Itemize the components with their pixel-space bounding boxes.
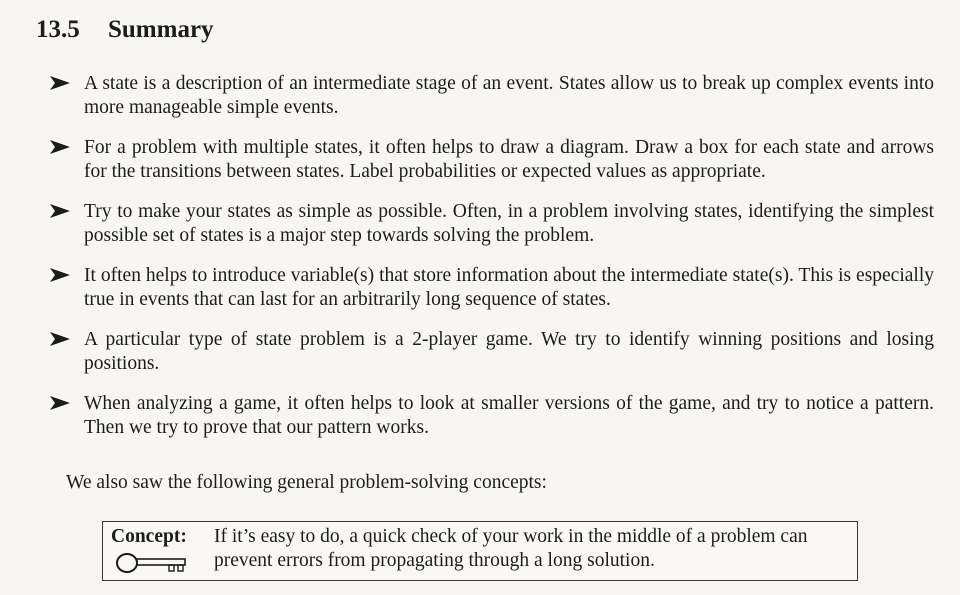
list-item-text: It often helps to introduce variable(s) that store information about the intermediate state(s). This is especially true in events that can last for an arbitrarily long sequence of states.: [84, 265, 934, 310]
list-item: [0, 200, 960, 248]
list-item: [0, 392, 960, 440]
list-item: [0, 264, 960, 312]
arrowhead-bullet-icon: [49, 203, 71, 219]
arrowhead-bullet-icon: [49, 331, 71, 347]
list-item-text: When analyzing a game, it often helps to look at smaller versions of the game, and try to notice a pattern. Then we try to prove that our pattern works.: [84, 393, 934, 438]
section-title: Summary: [108, 16, 214, 43]
section-number: 13.5: [36, 16, 80, 43]
concept-box: [102, 521, 858, 581]
arrowhead-bullet-icon: [49, 75, 71, 91]
list-item-text: Try to make your states as simple as possible. Often, in a problem involving states, identifying the simplest possible set of states is a major step towards solving the problem.: [84, 201, 934, 246]
arrowhead-bullet-icon: [49, 267, 71, 283]
concepts-intro-text: We also saw the following general problem-solving concepts:: [66, 472, 547, 493]
list-item: [0, 328, 960, 376]
concept-label: Concept:: [111, 526, 187, 547]
section-heading: [36, 14, 214, 46]
key-icon: [115, 552, 189, 574]
list-item-text: A particular type of state problem is a 2-player game. We try to identify winning positions and losing positions.: [84, 329, 934, 374]
list-item: [0, 136, 960, 184]
arrowhead-bullet-icon: [49, 139, 71, 155]
list-item-text: For a problem with multiple states, it often helps to draw a diagram. Draw a box for each state and arrows for the transitions between states. Label probabilities or expected values as appropriate.: [84, 137, 934, 182]
arrowhead-bullet-icon: [49, 395, 71, 411]
concept-text: If it’s easy to do, a quick check of your work in the middle of a problem can prevent errors from propagating through a long solution.: [214, 526, 808, 571]
summary-list: [0, 72, 960, 456]
list-item-text: A state is a description of an intermediate stage of an event. States allow us to break up complex events into more manageable simple events.: [84, 73, 934, 118]
list-item: [0, 72, 960, 120]
